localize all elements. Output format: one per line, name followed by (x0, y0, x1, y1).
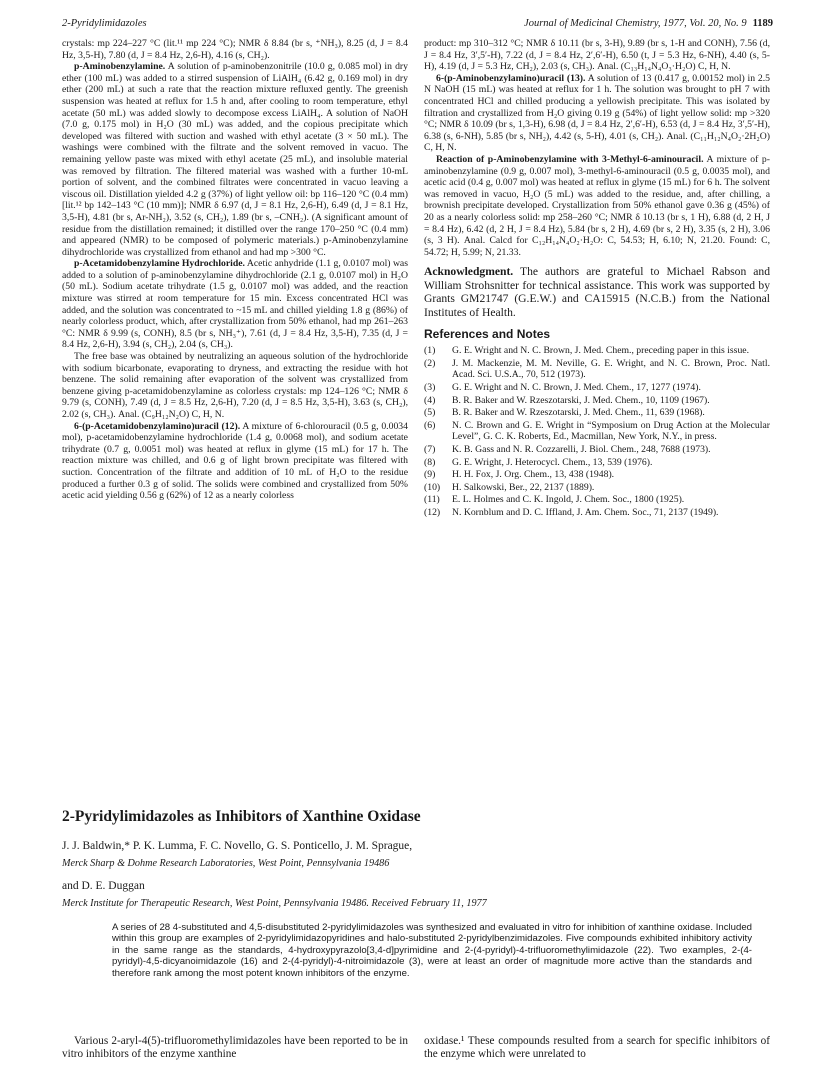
reference-item (424, 469, 770, 481)
acknowledgment-text: The authors are grateful to Michael Rabson and William Strohsnitter for technical assistance. This work was supported by Grants GM21747 (G.E.W.) and CA15915 (N.C.B.) from the National Institutes of Health. (424, 265, 770, 320)
article-title: 2-Pyridylimidazoles as Inhibitors of Xanthine Oxidase (62, 808, 421, 825)
paragraph (62, 61, 408, 258)
running-head-left: 2-Pyridylimidazoles (62, 18, 147, 29)
reference-item (424, 345, 770, 357)
reference-text: N. Kornblum and D. C. Iffland, J. Am. Chem. Soc., 71, 2137 (1949). (452, 506, 719, 518)
references-list (424, 345, 770, 518)
journal-citation: Journal of Medicinal Chemistry, 1977, Vol. 20, No. 9 (524, 18, 747, 29)
authors: J. J. Baldwin,* P. K. Lumma, F. C. Novello, G. S. Ponticello, J. M. Sprague, (62, 840, 413, 852)
reference-item (424, 395, 770, 407)
reference-number: (2) (424, 357, 436, 369)
paragraph (62, 351, 408, 421)
section-heading: p-Aminobenzylamine. (74, 61, 166, 73)
reference-text: G. E. Wright and N. C. Brown, J. Med. Chem., preceding paper in this issue. (452, 345, 750, 357)
reference-text: E. L. Holmes and C. K. Ingold, J. Chem. Soc., 1800 (1925). (452, 494, 685, 506)
authors-second: and D. E. Duggan (62, 880, 145, 892)
reference-text: G. E. Wright, J. Heterocycl. Chem., 13, 539 (1976). (452, 456, 653, 468)
paragraph-text: Acetic anhydride (1.1 g, 0.0107 mol) was added to a solution of p-aminobenzylamine dihydrochloride (2.1 g, 0.0107 mol) in H₂O (50 mL). Sodium acetate trihydrate (1.5 g, 0.0107 mol) was added, and the reaction mixture was stirred at room temperature for 15 min. Excess concentrated HCl was added, and the solution was concentrated to ~15 mL and chilled yielding 1.8 g (86%) of nearly colorless product, which, after crystallization from 50% ethanol, had mp 261–263 °C: NMR δ 9.99 (s, CONH), 8.5 (br s, NH₃⁺), 7.61 (d, J = 8.4 Hz, 3,5-H), 7.35 (d, J = 8.4 Hz, 2,6-H), 3.94 (s, CH₂), 2.04 (s, CH₃). (62, 258, 409, 351)
reference-number: (12) (424, 506, 441, 518)
affiliation: Merck Sharp & Dohme Research Laboratories, West Point, Pennsylvania 19486 (62, 858, 390, 869)
reference-text: H. H. Fox, J. Org. Chem., 13, 438 (1948). (452, 469, 615, 481)
intro-text-right: oxidase.¹ These compounds resulted from a search for specific inhibitors of the enzyme which were unrelated to (424, 1035, 770, 1061)
section-heading: p-Acetamidobenzylamine Hydrochloride. (74, 258, 245, 270)
reference-item (424, 420, 770, 443)
paragraph-text: A mixture of 6-chlorouracil (0.5 g, 0.0034 mol), p-acetamidobenzylamine hydrochloride (1.4 g, 0.0068 mol), and sodium acetate trihydrate (0.7 g, 0.0051 mol) was heated at reflux in glyme (15 mL) for 17 h. The reaction mixture was chilled, and 0.6 g of light brown precipitate was filtered with suction. Concentration of the filtrate and addition of 10 mL of H₂O to the residue produced a further 0.3 g of solid. The solids were combined and crystallized from 50% acetic acid yielding 0.56 g (62%) of 12 as a nearly colorless (62, 420, 408, 502)
paragraph (424, 73, 770, 154)
abstract: A series of 28 4-substituted and 4,5-disubstituted 2-pyridylimidazoles was synthesized and evaluated in vitro for inhibition of xanthine oxidase. Included within this group are examples of 2-pyridylimidazopyridines and halo-substituted 2-pyridylbenzimidazoles. Five compounds exhibited inhibitory activity in the same range as the standards, 4-hydroxypyrazolo[3,4-d]pyrimidine and 2-(4-pyridyl)-4-trifluoromethylimidazole (22). Two examples, 2-(4-pyridyl)-4,5-dicyanoimidazole (16) and 2-(4-pyridyl)-4-nitroimidazole (3), were at least an order of magnitude more active than the standards and therefore rank among the most potent known inhibitors of the enzyme. (112, 922, 752, 979)
paragraph (424, 154, 770, 258)
paragraph-text: A mixture of p-aminobenzylamine (0.9 g, 0.007 mol), 3-methyl-6-aminouracil (0.5 g, 0.0035 mol), and acetic acid (0.4 g, 0.007 mol) was heated at reflux in glyme (15 mL) for 6 h. The solvent was removed in vacuo, H₂O (5 mL) was added to the residue, and, after chilling, a brownish precipitate developed. Crystallization from 50% ethanol gave 0.36 g (45%) of 20 as a nearly colorless solid: mp 258–260 °C; NMR δ 10.13 (br s, 1 H), 6.88 (d, 2 H, J = 8.4 Hz), 6.42 (d, 2 H, J = 8.4 Hz), 5.84 (br s, 2 H), 4.69 (br s, 2 H), 3.35 (s, 2 H), 3.06 (s, 3 H). Anal. Calcd for C₁₂H₁₄N₄O₂·H₂O: C, 54.53; H, 6.10; N, 21.20. Found: C, 54.72; H, 5.99; N, 21.33. (424, 153, 770, 258)
reference-number: (5) (424, 407, 436, 419)
intro-text-left: Various 2-aryl-4(5)-trifluoromethylimidazoles have been reported to be in vitro inhibitors of the enzyme xanthine (62, 1035, 408, 1061)
reference-text: H. Salkowski, Ber., 22, 2137 (1889). (452, 481, 595, 493)
section-heading: 6-(p-Acetamidobenzylamino)uracil (12). (74, 420, 241, 432)
reference-text: B. R. Baker and W. Rzeszotarski, J. Med. Chem., 11, 639 (1968). (452, 407, 705, 419)
reference-number: (6) (424, 419, 436, 431)
paragraph-text: A solution of p-aminobenzonitrile (10.0 g, 0.085 mol) in dry ether (100 mL) was added to a stirred suspension of LiAlH₄ (6.42 g, 0.169 mol) in dry ether (200 mL) at such a rate that the reaction mixture refluxed gently. The greenish suspension was heated at reflux for 1.5 h and, after cooling to room temperature, ethyl acetate (50 mL) was added slowly to decompose excess LiAlH₄. A solution of NaOH (7.0 g, 0.175 mol) in H₂O (30 mL) was added, and the copious precipitate which developed was filtered with suction and washed with ethyl acetate (3 × 50 mL). The washings were combined with the filtrate and the solvent removed in vacuo. The remaining yellow paste was mixed with ethyl acetate (25 mL), and insoluble material was removed by filtration. The filtered material was washed with a further 10-mL portion of solvent, and the combined filtrates were concentrated in vacuo leaving a viscous oil. Distillation yielded 4.2 g (37%) of light yellow oil: bp 116–120 °C (0.4 mm) [lit.¹² bp 142–143 °C (10 mm)]; NMR δ 6.97 (d, J = 8.1 Hz, 2,6-H), 6.49 (d, J = 8.1 Hz, 3,5-H), 4.81 (br s, Ar-NH₂), 3.52 (s, CH₂), 1.89 (br s, –CNH₂). (A significant amount of residue from the distillation remained; it distilled over the range 170–250 °C (0.4 mm) and appeared (NMR) to be composed of polymeric materials.) p-Aminobenzylamine dihydrochloride was crystallized from ethanol and had mp >300 °C. (62, 61, 408, 258)
paragraph (424, 38, 770, 73)
reference-number: (7) (424, 444, 436, 455)
references-heading: References and Notes (424, 326, 551, 341)
reference-number: (4) (424, 394, 436, 406)
left-column (62, 38, 408, 502)
reference-number: (8) (424, 456, 436, 468)
reference-item (424, 457, 770, 469)
affiliation-second: Merck Institute for Therapeutic Research, West Point, Pennsylvania 19486. Received February 11, 1977 (62, 898, 487, 909)
page-number: 1189 (752, 18, 773, 29)
reference-number: (9) (424, 469, 436, 481)
reference-number: (10) (424, 481, 441, 493)
paragraph (62, 258, 408, 351)
reference-item (424, 507, 770, 519)
section-heading: 6-(p-Aminobenzylamino)uracil (13). (436, 72, 586, 84)
paragraph-text: crystals: mp 224–227 °C (lit.¹¹ mp 224 °C); NMR δ 8.84 (br s, ⁺NH₃), 8.25 (d, J = 8.4 Hz, 3,5-H), 7.80 (d, J = 8.4 Hz, 2,6-H), 4.16 (s, CH₂). (62, 38, 408, 61)
reference-number: (3) (424, 382, 436, 394)
reference-item (424, 444, 770, 456)
reference-text: N. C. Brown and G. E. Wright in “Symposium on Drug Action at the Molecular Level”, G. C. K. Roberts, Ed., Macmillan, New York, N.Y., in press. (452, 419, 770, 443)
reference-item (424, 382, 770, 394)
right-column (424, 38, 770, 520)
running-head-right (524, 18, 773, 29)
reference-number: (1) (424, 345, 436, 357)
acknowledgment (424, 265, 770, 319)
reference-item (424, 358, 770, 381)
paragraph-text: A solution of 13 (0.417 g, 0.00152 mol) in 2.5 N NaOH (15 mL) was heated at reflux for 1 h. The solution was brought to pH 7 with concentrated HCl and chilled producing a yellowish precipitate. This was isolated by filtration and crystallized from H₂O giving 0.19 g (54%) of light yellow solid: mp >320 °C; NMR δ 10.09 (br s, 1,3-H), 6.98 (d, J = 8.4 Hz, 2′,6′-H), 6.53 (d, J = 8.4 Hz, 3′,5′-H), 6.38 (s, 6-NH), 5.85 (br s, NH₂), 4.42 (s, 5-H), 4.01 (s, CH₂). Anal. (C₁₁H₁₂N₄O₂·2H₂O) C, H, N. (424, 72, 770, 154)
reference-text: K. B. Gass and N. R. Cozzarelli, J. Biol. Chem., 248, 7688 (1973). (452, 444, 711, 455)
reference-number: (11) (424, 494, 440, 506)
reference-item (424, 482, 770, 494)
reference-text: B. R. Baker and W. Rzeszotarski, J. Med. Chem., 10, 1109 (1967). (452, 394, 710, 406)
reference-item (424, 407, 770, 419)
section-heading: Reaction of p-Aminobenzylamine with 3-Methyl-6-aminouracil. (436, 153, 704, 165)
paragraph-text: product: mp 310–312 °C; NMR δ 10.11 (br s, 3-H), 9.89 (br s, 1-H and CONH), 7.56 (d, J = 8.4 Hz, 3′,5′-H), 7.22 (d, J = 8.4 Hz, 2′,6′-H), 6.50 (t, J = 5.3 Hz, 6-NH), 4.40 (s, 5-H), 4.19 (d, J = 5.3 Hz, CH₂), 2.03 (s, CH₃). Anal. (C₁₃H₁₄N₄O₃·H₂O) C, H, N. (424, 38, 770, 73)
paragraph-text: The free base was obtained by neutralizing an aqueous solution of the hydrochloride with sodium bicarbonate, evaporating to dryness, and extracting the residue with hot benzene. The solid remaining after evaporation of the solvent was crystallized from benzene giving p-acetamidobenzylamine as colorless crystals: mp 124–126 °C; NMR δ 9.79 (s, CONH), 7.49 (d, J = 8.5 Hz, 2,6-H), 7.20 (d, J = 8.5 Hz, 3,5-H), 3.63 (s, CH₂), 2.02 (s, CH₃). Anal. (C₉H₁₂N₂O) C, H, N. (62, 351, 408, 420)
paragraph (62, 421, 408, 502)
reference-text: G. E. Wright and N. C. Brown, J. Med. Chem., 17, 1277 (1974). (452, 382, 701, 394)
reference-item (424, 494, 770, 506)
paragraph (62, 38, 408, 61)
acknowledgment-heading: Acknowledgment. (424, 265, 514, 279)
reference-text: J. M. Mackenzie, M. M. Neville, G. E. Wright, and N. C. Brown, Proc. Natl. Acad. Sci. U.S.A., 70, 512 (1973). (452, 357, 770, 381)
